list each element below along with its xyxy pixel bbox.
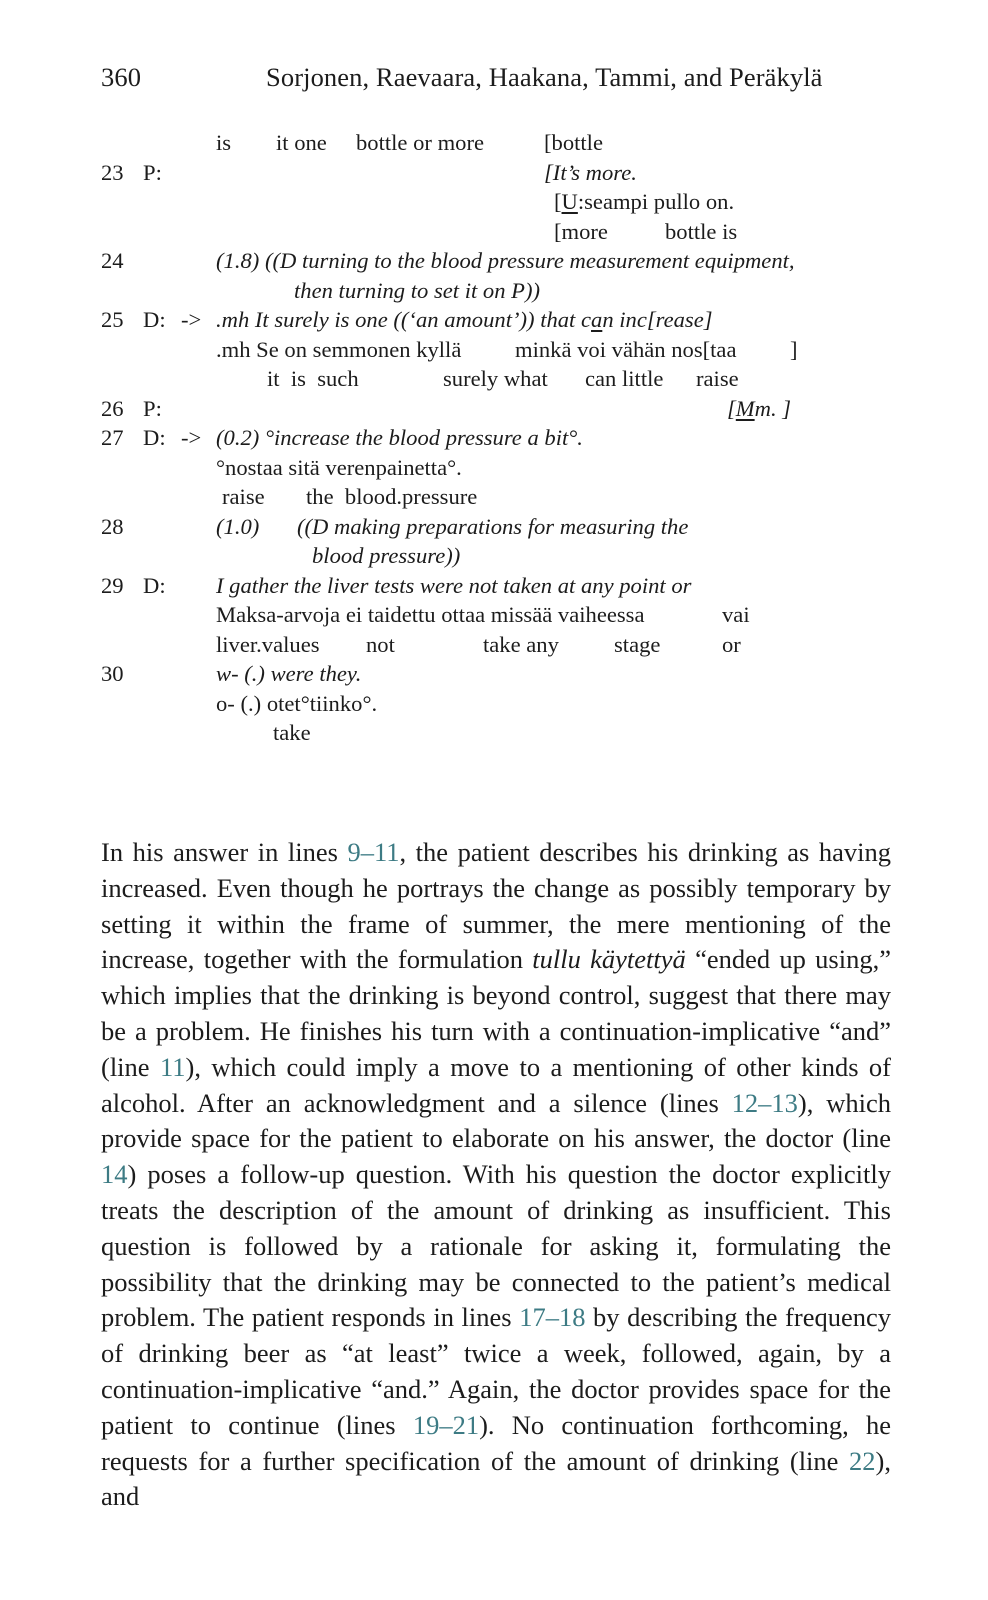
transcript-line <box>0 246 988 276</box>
original-text: Maksa-arvoja ei taidettu ottaa missää vaiheessa <box>216 602 645 627</box>
line-number: 28 <box>101 513 124 539</box>
original-text: .mh Se on semmonen kyllä <box>216 336 462 362</box>
transcript-line <box>0 541 988 571</box>
transcript-line <box>0 571 988 601</box>
gloss-word: liver.values <box>216 631 320 657</box>
line-reference-link[interactable]: 17–18 <box>519 1302 586 1333</box>
transcript-line <box>0 512 988 542</box>
transcript-line <box>0 128 988 158</box>
body-paragraph <box>101 835 891 1515</box>
gloss-word: bottle or more <box>356 130 484 155</box>
transcript-line <box>0 453 988 483</box>
gloss-word: the blood.pressure <box>306 484 478 509</box>
line-number: 27 <box>101 425 124 450</box>
transcript-line <box>0 364 988 394</box>
transcript-line <box>0 482 988 512</box>
transcript-line <box>0 305 988 335</box>
transcript-line <box>0 718 988 748</box>
translation-text: blood pressure)) <box>312 543 461 568</box>
line-number: 25 <box>101 307 124 332</box>
gloss-word: it one <box>276 130 327 155</box>
transcript-line <box>0 659 988 689</box>
transcript-line <box>0 423 988 453</box>
line-number: 23 <box>101 159 124 185</box>
line-reference-link[interactable]: 11 <box>159 1051 186 1082</box>
focus-arrow: -> <box>181 425 202 450</box>
line-reference-link[interactable]: 22 <box>849 1445 876 1476</box>
pause-timing: (1.0) <box>216 513 260 539</box>
finnish-term: tullu käytettyä <box>532 944 686 975</box>
transcript-line <box>0 335 988 365</box>
gloss-word: surely what <box>443 366 548 391</box>
transcript-line <box>0 217 988 247</box>
transcript-line <box>0 394 988 424</box>
focus-arrow: -> <box>181 307 202 332</box>
gloss-word: raise <box>696 366 739 391</box>
running-header-authors: Sorjonen, Raevaara, Haakana, Tammi, and Peräkylä <box>266 62 823 92</box>
page-number: 360 <box>101 62 142 92</box>
paragraph-text: In his answer in lines 9–11, the patient describes his drinking as having increased. Even though he portrays the change as possibly temporary by setting it within the frame of summer, the mere mentioning of the increase, together with the formulation tullu käytettyä “ended up using,” which implies that the drinking is beyond control, suggest that there may be a problem. He finishes his turn with a continuation-implicative “and” (line 11), which could imply a move to a mentioning of other kinds of alcohol. After an acknowledgment and a silence (lines 12–13), which provide space for the patient to elaborate on his answer, the doctor (line 14) poses a follow-up question. With his question the doctor explicitly treats the description of the amount of drinking as insufficient. This question is followed by a rationale for asking it, formulating the possibility that the drinking may be connected to the patient’s medical problem. The patient responds in lines 17–18 by describing the frequency of drinking beer as “at least” twice a week, followed, again, by a continuation-implicative “and.” Again, the doctor provides space for the patient to continue (lines 19–21). No continuation forthcoming, he requests for a further specification of the amount of drinking (line 22), and <box>101 837 892 1512</box>
translation-text: (1.8) ((D turning to the blood pressure measurement equipment, <box>216 248 795 273</box>
gloss-word: it is such <box>267 366 359 391</box>
gloss-word: bottle is <box>665 218 738 244</box>
speaker-label: P: <box>143 159 162 185</box>
gloss-word: stage <box>614 631 661 657</box>
translation-text: I gather the liver tests were not taken at any point or <box>216 572 692 598</box>
transcript-line <box>0 276 988 306</box>
speaker-label: D: <box>143 572 166 598</box>
line-number: 29 <box>101 572 124 598</box>
original-text: °nostaa sitä verenpainetta°. <box>216 454 462 480</box>
gloss-word: raise <box>222 484 265 509</box>
line-number: 24 <box>101 248 124 273</box>
transcript-line <box>0 187 988 217</box>
line-reference-link[interactable]: 9–11 <box>347 837 400 867</box>
line-number: 30 <box>101 661 124 686</box>
translation-text: ((D making preparations for measuring the <box>297 513 689 539</box>
original-text: vai <box>722 602 750 627</box>
original-text: ] <box>790 336 798 362</box>
line-number: 26 <box>101 395 124 421</box>
gloss-word: not <box>366 631 395 657</box>
line-reference-link[interactable]: 14 <box>101 1159 128 1190</box>
speaker-label: P: <box>143 395 162 421</box>
gloss-word: take <box>273 720 311 745</box>
speaker-label: D: <box>143 425 166 450</box>
translation-text: [Mm. ] <box>727 395 792 421</box>
translation-text: then turning to set it on P)) <box>294 277 540 303</box>
original-text: [U:seampi pullo on. <box>554 189 735 214</box>
transcript-line <box>0 630 988 660</box>
original-text: minkä voi vähän nos[taa <box>515 336 737 362</box>
transcript-line <box>0 689 988 719</box>
translation-text: [It’s more. <box>544 159 637 185</box>
gloss-word: [bottle <box>544 130 603 155</box>
line-reference-link[interactable]: 12–13 <box>731 1087 798 1118</box>
gloss-word: or <box>722 631 741 657</box>
translation-text: (0.2) °increase the blood pressure a bit°. <box>216 425 583 450</box>
transcript-line <box>0 158 988 188</box>
gloss-word: [more <box>554 218 608 244</box>
gloss-word: take any <box>483 631 559 657</box>
translation-text: .mh It surely is one ((‘an amount’)) that can inc[rease] <box>216 307 713 332</box>
gloss-word: is <box>216 130 232 155</box>
gloss-word: can little <box>585 366 664 391</box>
original-text: o- (.) otet°tiinko°. <box>216 690 378 716</box>
line-reference-link[interactable]: 19–21 <box>412 1409 480 1440</box>
translation-text: w- (.) were they. <box>216 661 362 686</box>
speaker-label: D: <box>143 307 166 332</box>
transcript-line <box>0 600 988 630</box>
